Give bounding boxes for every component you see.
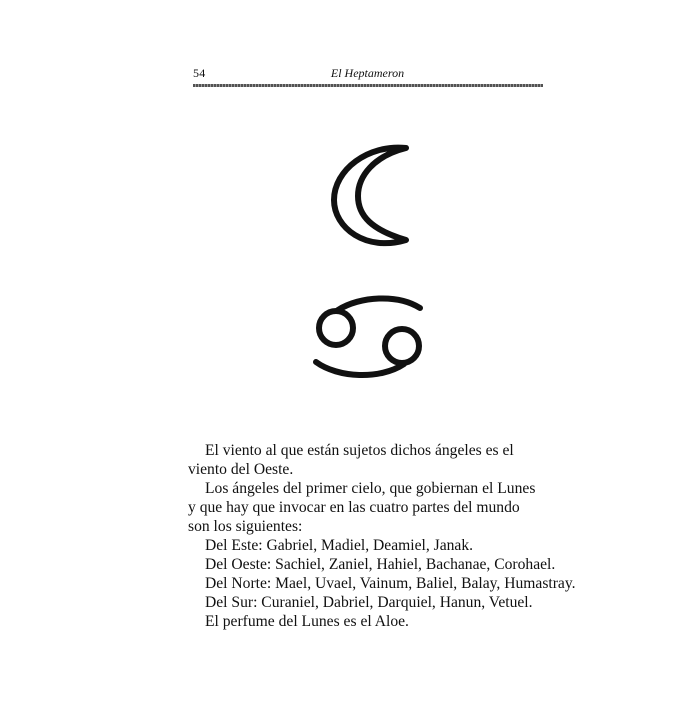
list-item: Del Norte: Mael, Uvael, Vainum, Baliel, Balay, Humastray.: [205, 575, 576, 592]
list-item: Del Este: Gabriel, Madiel, Deamiel, Janak.: [205, 537, 474, 554]
text-line: El viento al que están sujetos dichos ángeles es el: [205, 442, 514, 459]
page-number: 54: [193, 66, 206, 80]
list-item: Del Sur: Curaniel, Dabriel, Darquiel, Hanun, Vetuel.: [205, 594, 533, 611]
header-rule: [193, 84, 543, 87]
page-header: [193, 66, 542, 84]
cancer-sign-icon: [308, 292, 428, 382]
crescent-moon-icon: [318, 132, 414, 254]
text-line: Los ángeles del primer cielo, que gobiernan el Lunes: [205, 480, 536, 497]
list-item: Del Oeste: Sachiel, Zaniel, Hahiel, Bachanae, Corohael.: [205, 556, 556, 573]
paragraph-wind: [188, 441, 550, 479]
text-line: viento del Oeste.: [188, 461, 294, 478]
paragraph-angels: [188, 479, 550, 536]
running-title: El Heptameron: [330, 66, 405, 80]
text-line: y que hay que invocar en las cuatro partes del mundo: [188, 499, 520, 516]
text-line: son los siguientes:: [188, 518, 303, 535]
closing-line: El perfume del Lunes es el Aloe.: [205, 613, 409, 630]
body-text: [188, 441, 576, 631]
